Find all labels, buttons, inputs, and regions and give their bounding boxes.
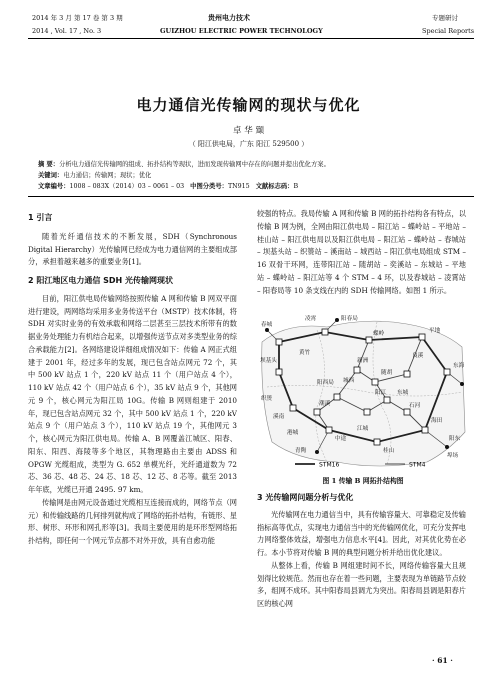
header-journal-en: GUIZHOU ELECTRIC POWER TECHNOLOGY — [160, 27, 323, 35]
affiliation: （ 阳江供电局，广东 阳江 529500 ） — [188, 140, 309, 148]
map-label-yangjiang: 阳江 — [375, 390, 387, 396]
keywords-text: 电力通信；传输网；现状；优化 — [63, 172, 152, 179]
map-label-qingtao: 青陶 — [295, 448, 307, 454]
network-topology-map — [257, 312, 469, 472]
article-code: 1008 – 083X（2014）03 – 0061 – 03 — [69, 183, 185, 190]
abstract — [38, 160, 468, 169]
header-date-en: 2014 , Vol. 17 , No. 3 — [32, 27, 102, 35]
map-label-xinzhou: 新洲 — [357, 358, 369, 364]
map-label-chuncheng: 春城 — [261, 322, 273, 328]
map-label-zhilou: 织篑 — [261, 396, 273, 402]
keywords — [38, 171, 468, 180]
map-label-yangchunju: 阳春局 — [341, 316, 358, 322]
header-date-cn: 2014 年 3 月 第 17 卷 第 3 期 — [32, 14, 123, 22]
abstract-rule — [28, 196, 474, 197]
map-label-chaoxi: 潮溪 — [319, 401, 331, 407]
page-number: · 61 · — [432, 656, 453, 665]
topology-paragraph: 传输网是由网元设备通过光缆相互连接而成的，网络节点（网元）和传输线路的几何排列就构成了网络的拓扑结构，有链形、星形、树形、环形和网孔形等[3]。我局主要使用的是环形型网络拓扑结构，即任何一个网元节点都不对外开放，具有自愈功能 — [28, 497, 237, 545]
clc-label: 中图分类号： — [190, 183, 228, 190]
map-label-chengxi: 城西 — [343, 378, 355, 384]
keywords-label: 关键词： — [38, 172, 64, 179]
legend-stm16: STM16 — [319, 461, 340, 469]
map-label-pu: 埠场 — [447, 453, 459, 459]
page-title: 电力通信光传输网的现状与优化 — [136, 96, 361, 114]
map-label-donghai: 东海 — [453, 363, 465, 369]
map-label-pingdi: 平地 — [429, 328, 441, 334]
map-label-yangxi: 阳西局 — [317, 380, 334, 386]
map-label-suihu: 随胡 — [381, 370, 393, 376]
figure-caption: 图 1 传输 B 网拓扑结构图 — [322, 477, 404, 485]
map-label-liangxi: 良溪 — [412, 353, 424, 359]
legend-stm4: STM4 — [409, 461, 426, 469]
optimization-paragraph-2: 从整体上看，传输 B 网组建时间不长，网络传输容量大且规划得比较规范。然而也存在着一些问题，主要表现为单链路节点较多，组网不成环。其中阳春局县调尤为突出。阳春局县调是阳春片区的核心网 — [257, 560, 466, 608]
clc-code: TN915 — [227, 183, 250, 190]
section-heading-status: 2 阳江地区电力通信 SDH 光传输网现状 — [28, 276, 174, 285]
intro-paragraph: 随着光纤通信技术的不断发展，SDH（Synchronous Digital Hierarchy）光传输网已经成为电力通信网的主要组成部分，承担着越来越多的重要业务[1]。 — [28, 231, 237, 267]
status-paragraph: 目前，阳江供电局传输网络按照传输 A 网和传输 B 网双平面进行建设，两网络均采用多业务传送平台（MSTP）技术体制，将 SDH 对实时业务的有效承载和网络二层甚至三层技术所带有的数据业务处理能力有机结合起来，以增强传送节点对多类型业务的综合承载能力[2]。各网络建设详细组成情况如下：传输 A 网正式组建于 2001 年，经过多年的发展，现已包含站点网元 72 个，其中 500 kV 站点 1 个，220 kV 站点 11 个（用户站点 4 个），110 kV 站点 42 个（用户站点 6 个），35 kV 站点 9 个，其他网元 9 个，核心网元为阳江局 10G。传输 B 网则组建于 2010 年，现已包含站点网元 32 个，其中 500 kV 站点 1 个，220 kV 站点 9 个（用户站点 3 个），110 kV 站点 19 个，其他网元 3 个，核心网元为阳江供电局。传输 A、B 网覆盖江城区、阳春、阳东、阳西、海陵等多个地区，其物理路由主要由 ADSS 和 OPGW 光缆组成，类型为 G. 652 单模光纤，光纤通道数为 72 芯、36 芯、48 芯、24 芯、18 芯、12 芯、8 芯等。截至 2013 年年底，光缆已开通 2495. 97 km。 — [28, 293, 237, 494]
abstract-label: 摘 要： — [38, 161, 60, 168]
section-heading-intro: 1 引言 — [28, 213, 53, 222]
left-column — [28, 208, 237, 670]
header-section-en: Special Reports — [422, 27, 475, 35]
article-codes — [38, 182, 468, 191]
right-column-top — [257, 208, 466, 312]
map-label-haitian: 海田 — [431, 418, 443, 424]
section-heading-optimization: 3 光传输网问题分析与优化 — [257, 493, 354, 502]
abstract-text: 分析电力通信光传输网的组成、拓扑结构等现状，进而发现传输网中存在的问题并提出优化方案。 — [59, 161, 330, 168]
map-label-zhonglu: 中途 — [335, 436, 347, 442]
doc-code-label: 文献标志码： — [255, 183, 294, 190]
map-label-guishan: 桂山 — [383, 448, 395, 454]
map-label-gangcheng: 港城 — [287, 430, 299, 436]
right-column-bottom — [257, 490, 466, 670]
header-rule — [28, 38, 474, 39]
map-label-shihe: 石河 — [409, 403, 421, 409]
map-label-yangdong: 阳东 — [449, 436, 461, 442]
optimization-paragraph-1: 光传输网在电力通信当中，具有传输容量大、可靠稳定及传输指标高等优点，实现电力通信当中的光传输网优化，可充分发挥电力网络整体效益，增强电力信息水平[4]。因此，对其优化势在必行。本小节将对传输 B 网的典型问题分析并给出优化建议。 — [257, 509, 466, 557]
map-label-dongcheng: 东城 — [397, 390, 409, 396]
map-label-huangtu: 黄竹 — [299, 350, 311, 356]
map-label-dieling: 蝶岭 — [373, 331, 385, 337]
topology-paragraph-continued: 较强的特点。我局传输 A 网和传输 B 网的拓扑结构各有特点，以传输 B 网为例，全网由阳江供电局 – 阳江站 – 蝶岭站 – 平地站 – 桂山站 – 阳江供电局以及阳江供电局 – 阳江站 – 蝶岭站 – 春城站 – 坝基头站 – 织篑站 – 溪南站 – 城西站 – 阳江供电局组成 STM – 16 双骨干环网，连带阳江站 – 随胡站 – 奕溪站 – 东城站 – 平地站 – 蝶岭站 – 阳江站等 4 个 STM – 4 环，以及春城站 – 凌霄站 – 阳春局等 10 条支线在内的 SDH 传输网络。如图 1 所示。 — [257, 209, 466, 295]
header-journal-cn: 贵州电力技术 — [208, 13, 250, 22]
map-label-xinan: 溪南 — [273, 414, 285, 420]
author: 卓 华 颋 — [233, 126, 264, 136]
doc-code: B — [293, 183, 299, 190]
article-code-label: 文章编号： — [38, 183, 70, 190]
map-label-bajitou: 坝基头 — [260, 358, 277, 364]
map-label-jijiang: 江城 — [357, 426, 369, 432]
header-section-cn: 专题研讨 — [432, 14, 458, 22]
map-label-lingxiao: 凌霄 — [305, 316, 317, 322]
